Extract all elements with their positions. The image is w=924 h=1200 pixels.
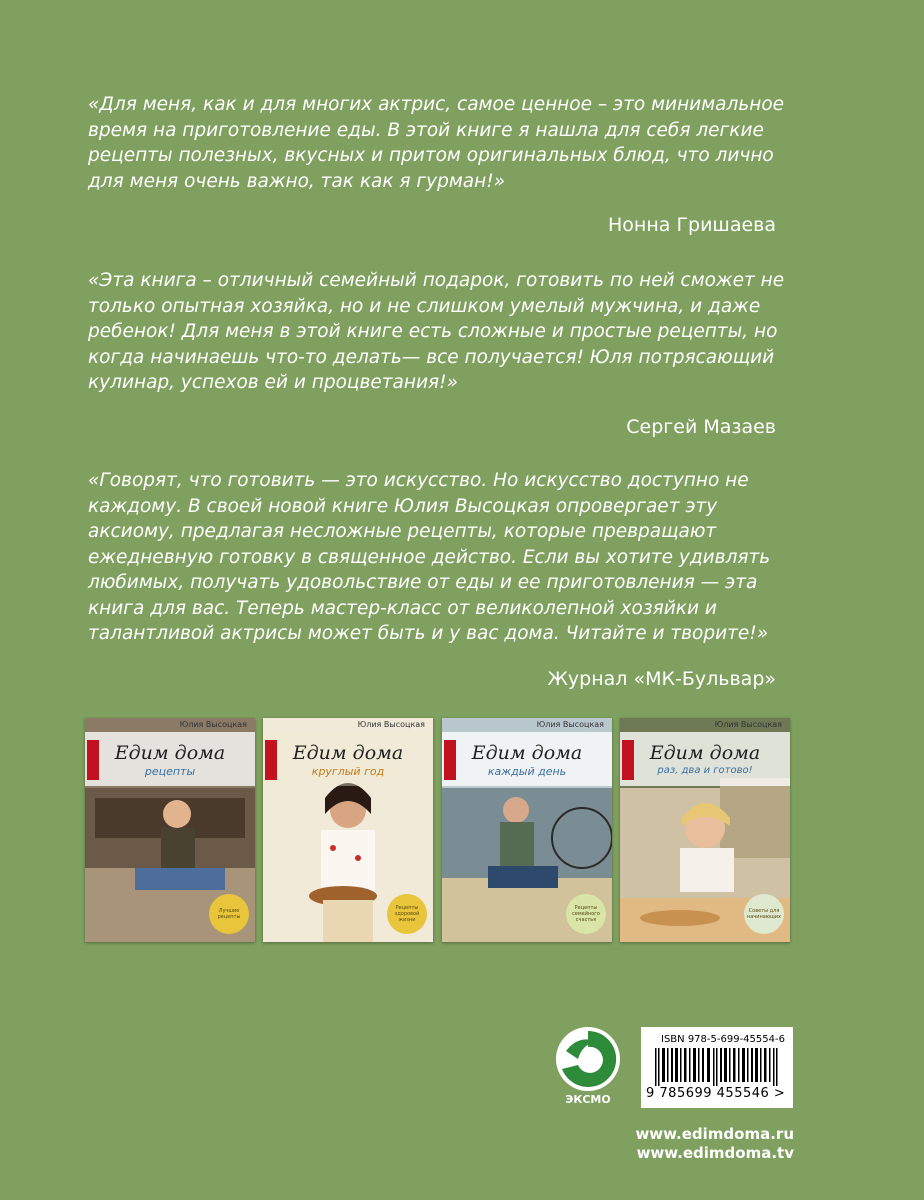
quote-3-author: Журнал «МК-Бульвар» xyxy=(547,668,776,690)
quote-2-text: «Эта книга – отличный семейный подарок, готовить по ней сможет не только опытная хозяйка, но и не слишком умелый мужчина, и даже ребенок! Для меня в этой книге есть сложные и простые рецепты, но когда начинаешь что-то делать— все получается! Юля потрясающий кулинар, успехов ей и процветания!» xyxy=(88,270,785,393)
book-cover-2-title: Едим дома xyxy=(292,742,404,764)
book-cover-4-subtitle: раз, два и готово! xyxy=(657,765,753,776)
book-cover-3-author: Юлия Высоцкая xyxy=(536,720,604,729)
book-cover-1-author: Юлия Высоцкая xyxy=(179,720,247,729)
barcode-number: 9 785699 455546 > xyxy=(646,1086,786,1101)
book-cover-4-author: Юлия Высоцкая xyxy=(714,720,782,729)
book-cover-2-subtitle: круглый год xyxy=(311,765,385,778)
book-cover-4 xyxy=(620,718,790,942)
book-cover-1-title: Едим дома xyxy=(114,742,226,764)
book-cover-1-subtitle: рецепты xyxy=(144,765,196,778)
website-link-ru[interactable]: www.edimdoma.ru xyxy=(635,1125,794,1143)
quote-1-text: «Для меня, как и для многих актрис, самое ценное – это минимальное время на приготовление еды. В этой книге я нашла для себя легкие рецепты полезных, вкусных и притом оригинальных блюд, что лично для меня очень важно, так как я гурман!» xyxy=(88,94,785,192)
isbn-label: ISBN 978-5-699-45554-6 xyxy=(661,1034,785,1045)
book-cover-2 xyxy=(263,718,433,942)
isbn-barcode-box xyxy=(641,1027,793,1108)
book-cover-2-author: Юлия Высоцкая xyxy=(357,720,425,729)
publisher-name: ЭКСМО xyxy=(565,1093,611,1106)
website-link-tv[interactable]: www.edimdoma.tv xyxy=(636,1144,794,1162)
book-cover-2-badge: Рецепты здоровой жизни xyxy=(387,894,427,934)
quote-3-text: «Говорят, что готовить — это искусство. Но искусство доступно не каждому. В своей новой книге Юлия Высоцкая опровергает эту аксиому, предлагая несложные рецепты, которые превращают ежедневную готовку в священное действо. Если вы хотите удивлять любимых, получать удовольствие от еды и ее приготовления — эта книга для вас. Теперь мастер-класс от великолепной хозяйки и талантливой актрисы может быть и у вас дома. Читайте и творите!» xyxy=(88,470,771,644)
book-cover-3 xyxy=(442,718,612,942)
book-cover-3-badge: Рецепты семейного счастья xyxy=(566,894,606,934)
book-cover-3-title: Едим дома xyxy=(471,742,583,764)
book-cover-1 xyxy=(85,718,255,942)
book-cover-1-badge: Лучшие рецепты xyxy=(209,894,249,934)
book-cover-3-subtitle: каждый день xyxy=(487,765,567,778)
quote-2-author: Сергей Мазаев xyxy=(626,416,776,438)
barcode-icon xyxy=(655,1048,779,1086)
book-cover-4-badge: Советы для начинающих xyxy=(744,894,784,934)
quote-1-author: Нонна Гришаева xyxy=(608,214,776,236)
book-cover-4-title: Едим дома xyxy=(649,742,761,764)
